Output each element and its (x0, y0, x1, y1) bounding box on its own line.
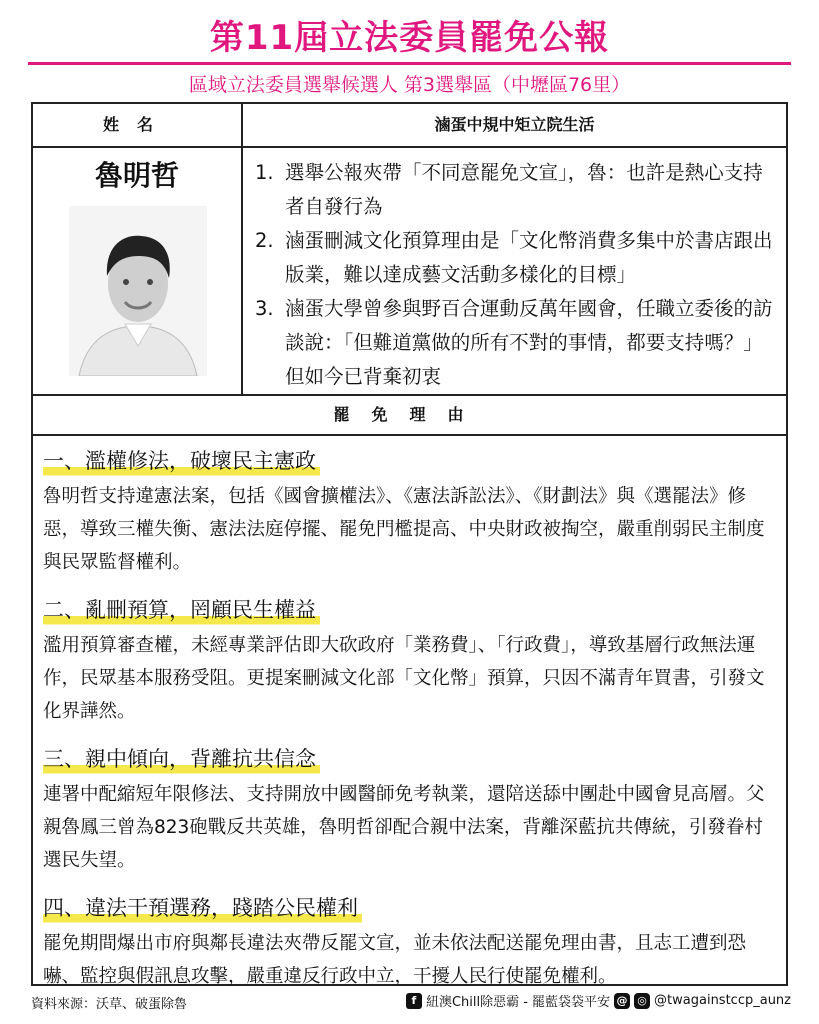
header-topic: 滷蛋中規中矩立院生活 (434, 115, 595, 134)
social-handle[interactable]: @twagainstccp_aunz (654, 993, 791, 1008)
reason-body: 濫用預算審查權，未經專業評估即大砍政府「業務費」、「行政費」，導致基層行政無法運作，民眾基本服務受阻。更提案刪減文化部「文化幣」預算，只因不滿青年買書，引發文化界譁然。 (43, 635, 765, 722)
fact-item (255, 292, 775, 394)
reason-block (43, 742, 778, 877)
fact-text: 選舉公報夾帶「不同意罷免文宣」，魯：也許是熱心支持者自發行為 (285, 161, 763, 218)
reasons-section (43, 444, 778, 1007)
reason-heading: 一、濫權修法，破壞民主憲政 (43, 444, 320, 478)
fact-number: 2. (255, 229, 274, 252)
title-divider (28, 62, 791, 65)
threads-icon[interactable]: @ (614, 993, 630, 1009)
fact-text: 滷蛋刪減文化預算理由是「文化幣消費多集中於書店跟出版業，難以達成藝文活動多樣化的目標」 (285, 229, 773, 286)
facebook-label[interactable]: 紐澳Chill除惡霸 - 罷藍袋袋平安 (425, 995, 611, 1010)
page-title: 第11屆立法委員罷免公報 (209, 18, 610, 58)
reason-body: 魯明哲支持違憲法案，包括《國會擴權法》、《憲法訴訟法》、《財劃法》與《選罷法》修惡，導致三權失衡、憲法法庭停擺、罷免門檻提高、中央財政被掏空，嚴重削弱民主制度與民眾監督權利。 (43, 486, 765, 573)
reason-heading: 四、違法干預選務，踐踏公民權利 (43, 891, 362, 925)
fact-text: 滷蛋大學曾參與野百合運動反萬年國會，任職立委後的訪談說：「但難道黨做的所有不對的事情，都要支持嗎？」但如今已背棄初衷 (285, 297, 773, 388)
reason-heading: 三、親中傾向，背離抗共信念 (43, 742, 320, 776)
portrait-image (69, 206, 207, 376)
fact-number: 3. (255, 297, 274, 320)
reason-block (43, 593, 778, 728)
reason-heading: 二、亂刪預算，罔顧民生權益 (43, 593, 320, 627)
row-divider (33, 434, 786, 436)
candidate-name: 魯明哲 (94, 159, 179, 192)
row-divider (33, 146, 786, 148)
header-reasons: 罷免理由 (333, 405, 486, 424)
reason-block (43, 891, 778, 993)
reason-body: 連署中配縮短年限修法、支持開放中國醫師免考執業，還陪送舔中團赴中國會見高層。父親魯鳳三曾為823砲戰反共英雄，魯明哲卻配合親中法案，背離深藍抗共傳統，引發眷村選民失望。 (43, 784, 765, 871)
candidate-photo (69, 206, 207, 376)
fact-item (255, 224, 775, 292)
fact-item (255, 156, 775, 224)
reason-body: 罷免期間爆出市府與鄰長違法夾帶反罷文宣，並未依法配送罷免理由書，且志工遭到恐嚇、監控與假訊息攻擊，嚴重違反行政中立，干擾人民行使罷免權利。 (43, 933, 747, 987)
reason-block (43, 444, 778, 579)
source-note: 資料來源：沃草、破蛋除魯 (31, 997, 188, 1012)
instagram-icon[interactable]: ◎ (634, 993, 650, 1009)
bulletin-table (31, 102, 788, 986)
facts-list (255, 156, 775, 394)
page-subtitle: 區域立法委員選舉候選人 第3選舉區（中壢區76里） (188, 74, 631, 96)
header-name: 姓名 (102, 115, 171, 134)
footer-credits (406, 991, 791, 1010)
facebook-icon[interactable]: f (406, 993, 422, 1009)
fact-number: 1. (255, 161, 274, 184)
